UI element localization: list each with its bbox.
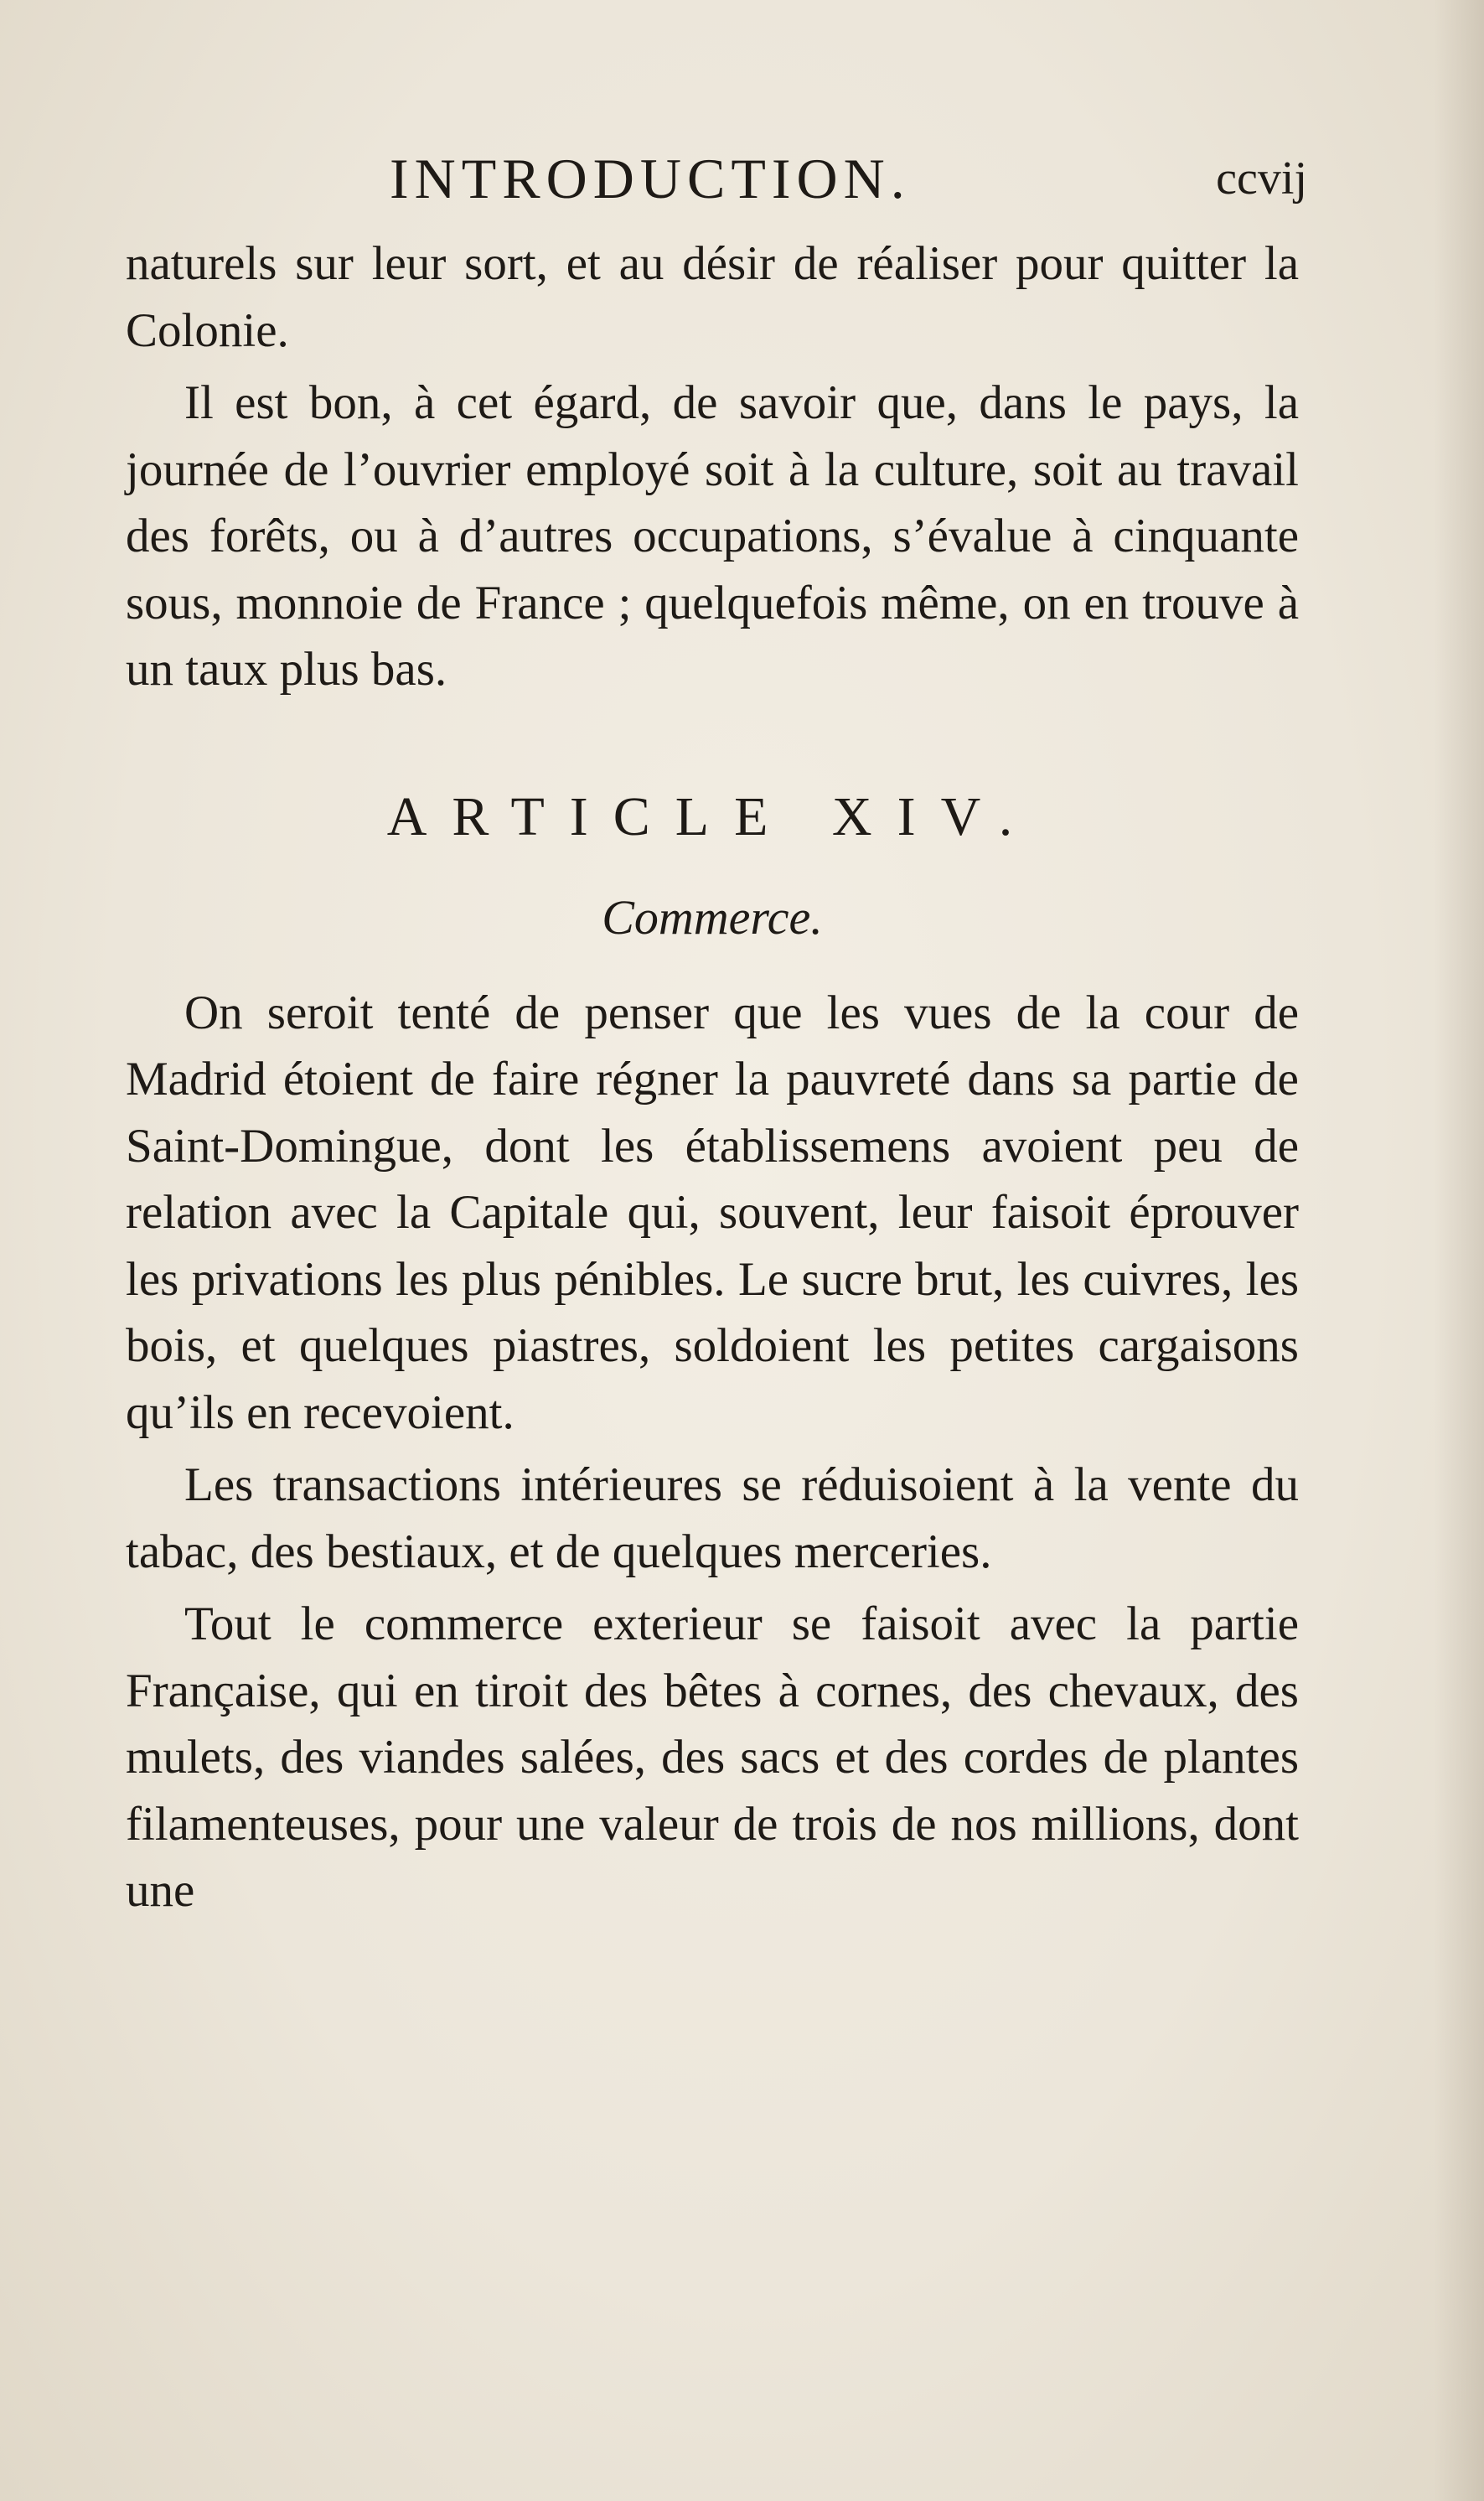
- page-header: [126, 141, 1307, 216]
- article-subtitle: Commerce.: [602, 889, 823, 945]
- body-text: [126, 230, 1299, 1930]
- page-edge-shadow: [1434, 0, 1484, 2501]
- paragraph-continuation: naturels sur leur sort, et au désir de réaliser pour quitter la Colonie.: [126, 237, 1299, 357]
- paragraph-wages: Il est bon, à cet égard, de savoir que, dans le pays, la journée de l’ouvrier employé soit à la culture, soit au travail des forêts, ou à d’autres occupations, s’évalue à cinquante sous, monnoie de France ; quelquefois même, on en trouve à un taux plus bas.: [126, 376, 1299, 696]
- article-heading: ARTICLE XIV.: [386, 785, 1038, 847]
- paragraph-madrid: On seroit tenté de penser que les vues de la cour de Madrid étoient de faire régner la pauvreté dans sa partie de Saint-Domingue, dont les établissemens avoient peu de relation avec la Capitale qui, souvent, leur faisoit éprouver les privations les plus pénibles. Le sucre brut, les cuivres, les bois, et quelques piastres, soldoient les petites cargaisons qu’ils en recevoient.: [126, 986, 1299, 1439]
- page-number: ccvij: [1216, 153, 1307, 205]
- paragraph-transactions: Les transactions intérieures se réduisoient à la vente du tabac, des bestiaux, et de quelques merceries.: [126, 1458, 1299, 1578]
- paragraph-exterior-commerce: Tout le commerce exterieur se faisoit avec la partie Française, qui en tiroit des bêtes à cornes, des chevaux, des mulets, des viandes salées, des sacs et des cordes de plantes filamenteuses, pour une valeur de trois de nos millions, dont une: [126, 1597, 1299, 1917]
- running-title: INTRODUCTION.: [390, 147, 911, 210]
